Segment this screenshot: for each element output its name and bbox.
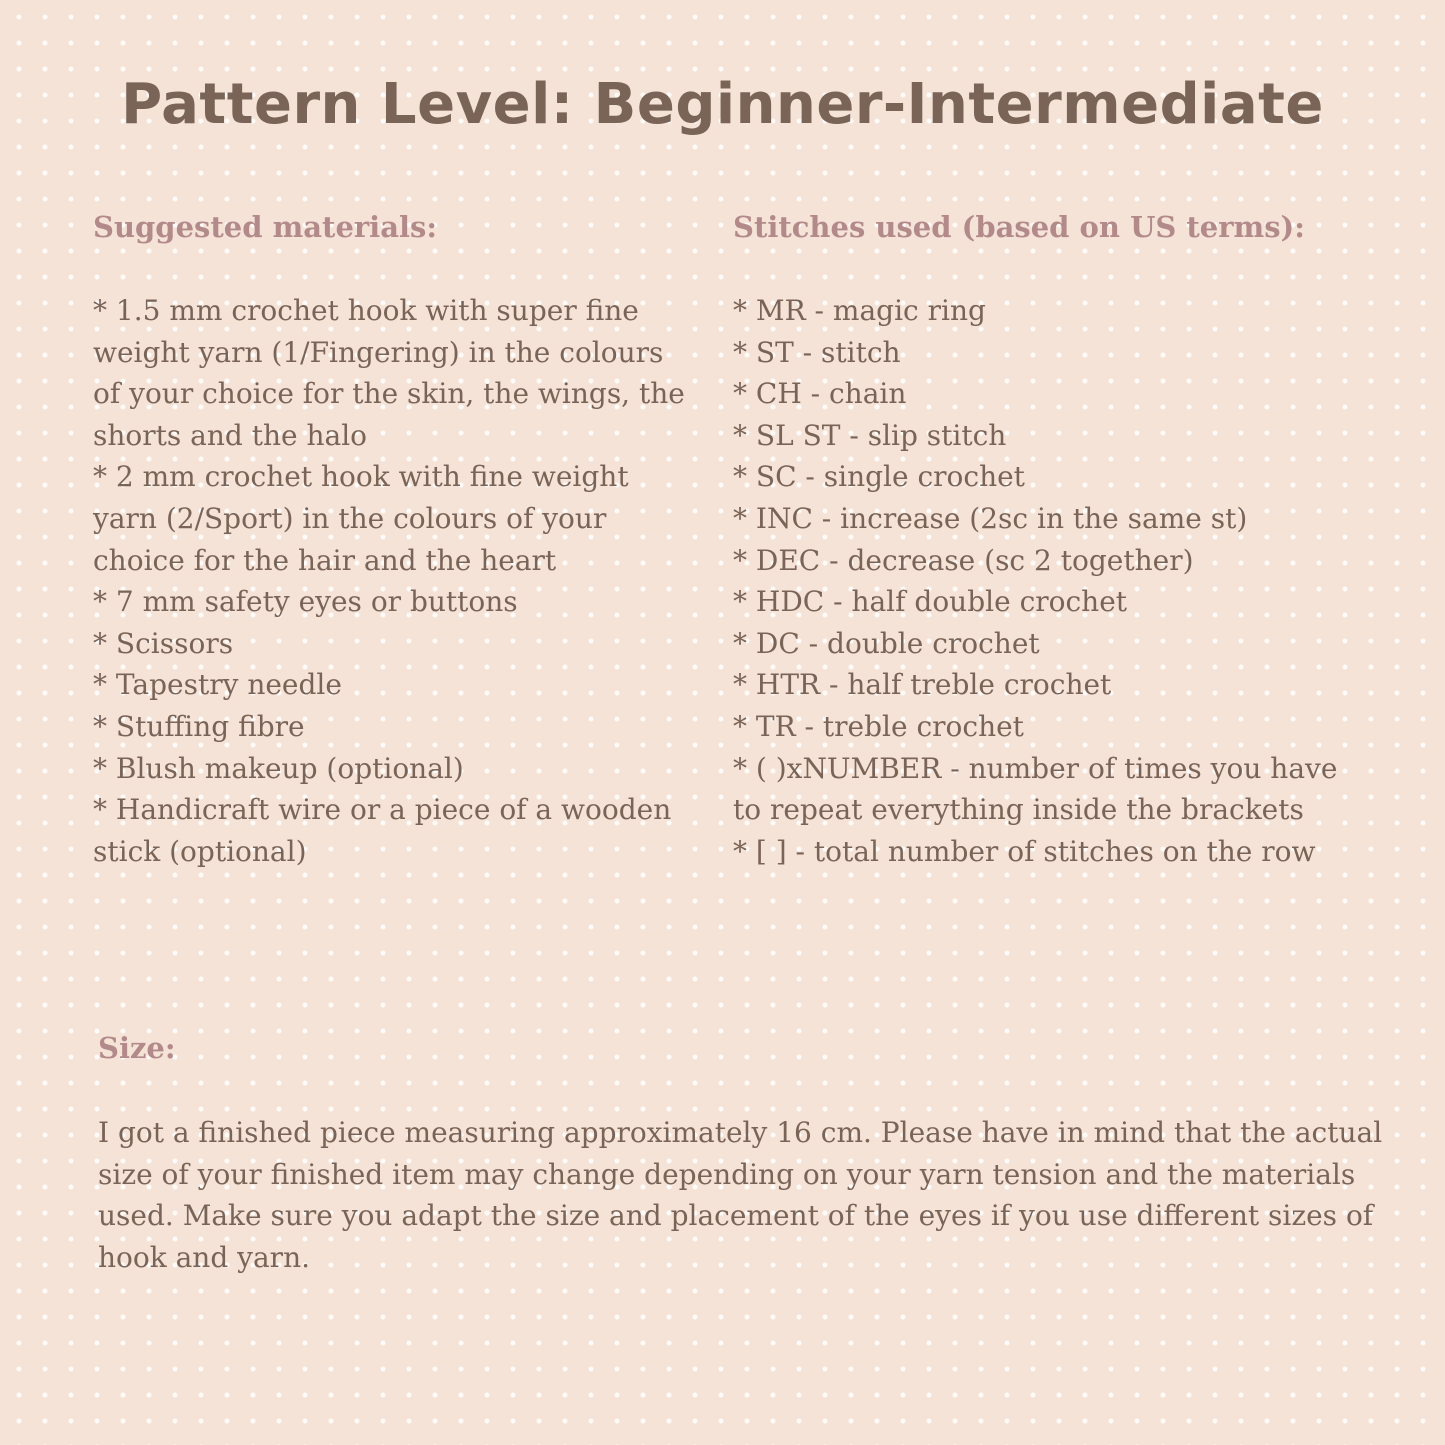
list-item: * [ ] - total number of stitches on the row	[733, 834, 1316, 868]
list-item: * 7 mm safety eyes or buttons	[93, 585, 518, 619]
materials-list	[93, 290, 693, 872]
list-item: * INC - increase (2sc in the same st)	[733, 501, 1248, 535]
size-heading: Size:	[98, 1031, 176, 1065]
stitches-section	[733, 206, 1373, 872]
materials-section	[93, 206, 693, 872]
list-item: * HTR - half treble crochet	[733, 668, 1112, 702]
list-item: * DEC - decrease (sc 2 together)	[733, 543, 1194, 577]
size-description: I got a finished piece measuring approximately 16 cm. Please have in mind that the actual size of your finished item may change depending on your yarn tension and the materials used. Make sure you adapt the size and placement of the eyes if you use different sizes of hook and yarn.	[98, 1116, 1383, 1274]
list-item: * ( )xNUMBER - number of times you have to repeat everything inside the brackets	[733, 751, 1338, 827]
list-item: * CH - chain	[733, 377, 907, 411]
page-title: Pattern Level: Beginner-Intermediate	[121, 72, 1324, 137]
list-item: * MR - magic ring	[733, 294, 986, 327]
list-item: * Scissors	[93, 626, 234, 660]
stitches-heading: Stitches used (based on US terms):	[733, 210, 1305, 244]
stitches-list	[733, 290, 1373, 872]
list-item: * SC - single crochet	[733, 460, 1025, 494]
list-item: * HDC - half double crochet	[733, 585, 1128, 619]
list-item: * Stuffing fibre	[93, 709, 305, 743]
list-item: * 2 mm crochet hook with fine weight yarn (2/Sport) in the colours of your choice for the hair and the heart	[93, 460, 629, 577]
list-item: * 1.5 mm crochet hook with super fine weight yarn (1/Fingering) in the colours of your choice for the skin, the wings, the shorts and the halo	[93, 294, 685, 452]
list-item: * ST - stitch	[733, 335, 901, 369]
list-item: * Blush makeup (optional)	[93, 751, 464, 785]
list-item: * TR - treble crochet	[733, 709, 1024, 743]
list-item: * Handicraft wire or a piece of a wooden stick (optional)	[93, 793, 672, 868]
materials-heading: Suggested materials:	[93, 210, 438, 244]
list-item: * DC - double crochet	[733, 626, 1040, 660]
list-item: * SL ST - slip stitch	[733, 418, 1007, 452]
list-item: * Tapestry needle	[93, 668, 342, 702]
